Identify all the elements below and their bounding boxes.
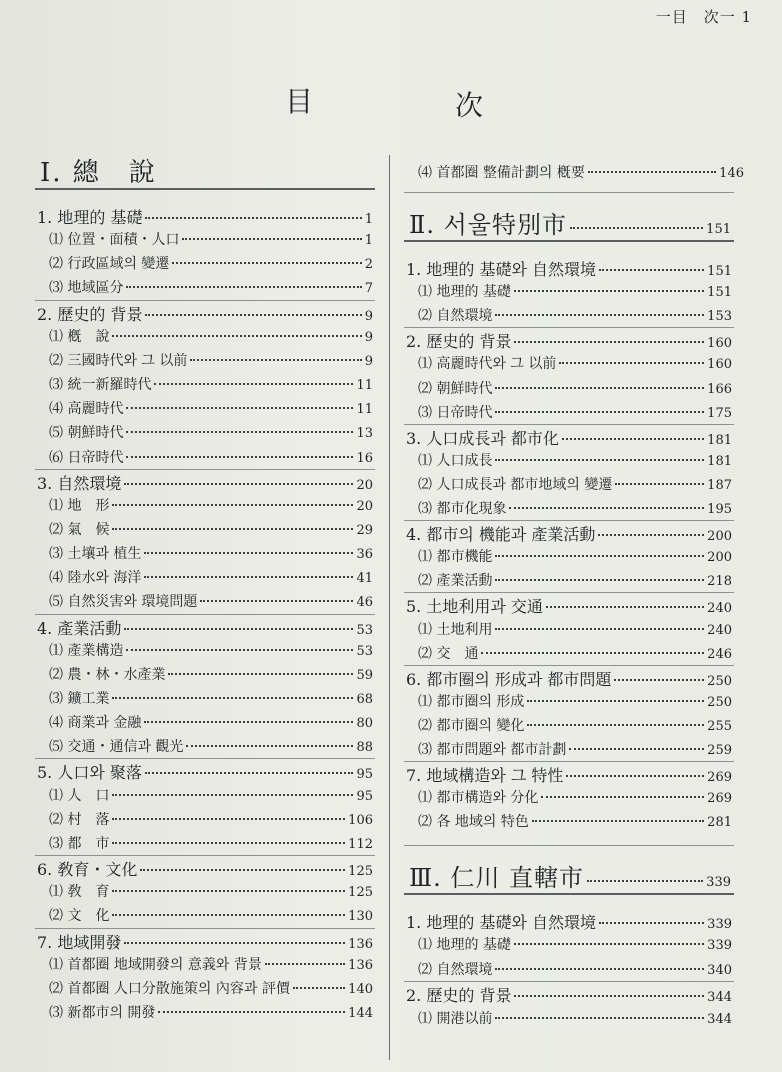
toc-entry-page: 269 xyxy=(707,791,732,807)
toc-section-entry[interactable] xyxy=(406,257,732,280)
part-heading[interactable] xyxy=(409,858,731,893)
toc-entry-label: ⑴ 人 口 xyxy=(49,787,110,804)
dot-leader xyxy=(112,890,345,892)
toc-entry-label: ⑴ 地 形 xyxy=(49,497,110,514)
section-rule xyxy=(35,469,375,470)
toc-entry-page: 136 xyxy=(348,957,373,973)
toc-entry-label: ⑴ 土地利用 xyxy=(418,621,493,638)
dot-leader xyxy=(112,794,353,796)
dot-leader xyxy=(158,1011,345,1013)
toc-entry-label: ⑵ 各 地域의 特色 xyxy=(418,814,529,831)
toc-subsection-entry[interactable] xyxy=(49,253,373,273)
toc-subsection-entry[interactable] xyxy=(49,785,373,805)
toc-entry-label: ⑸ 自然災害와 環境問題 xyxy=(49,594,198,611)
toc-entry-label: ⑶ 鑛工業 xyxy=(49,691,110,707)
toc-subsection-entry[interactable] xyxy=(49,688,373,708)
part-rule xyxy=(404,893,734,895)
dot-leader xyxy=(559,362,704,364)
toc-entry-label: ⑵ 朝鮮時代 xyxy=(418,380,493,397)
toc-subsection-entry[interactable] xyxy=(418,570,732,590)
toc-entry-page: 9 xyxy=(364,329,373,345)
toc-entry-page: 246 xyxy=(707,646,732,662)
toc-subsection-entry[interactable] xyxy=(49,398,373,418)
toc-entry-label: 2. 歷史的 背景 xyxy=(37,304,143,324)
part-heading xyxy=(40,152,157,189)
toc-entry-page: 136 xyxy=(348,936,373,952)
toc-entry-page: 281 xyxy=(707,815,732,831)
toc-entry-label: ⑴ 首都圈 地域開發의 意義와 背景 xyxy=(49,956,262,973)
toc-entry-page: 151 xyxy=(707,285,732,301)
toc-entry-label: ⑴ 位置・面積・人口 xyxy=(49,232,180,249)
toc-subsection-entry[interactable] xyxy=(49,905,373,925)
toc-entry-page: 88 xyxy=(356,740,373,756)
toc-section-entry[interactable] xyxy=(37,471,373,494)
section-rule xyxy=(404,665,734,666)
toc-entry-label: ⑵ 村 落 xyxy=(49,811,110,828)
dot-leader xyxy=(182,238,361,240)
toc-section-entry[interactable] xyxy=(406,667,732,690)
dot-leader xyxy=(495,579,704,581)
dot-leader xyxy=(126,407,353,409)
toc-section-entry[interactable] xyxy=(406,983,732,1006)
toc-entry-page: 125 xyxy=(348,864,373,880)
part-rule xyxy=(35,188,375,190)
dot-leader xyxy=(172,262,361,264)
toc-entry-page: 175 xyxy=(707,405,732,421)
divider-line xyxy=(404,845,734,846)
dot-leader xyxy=(599,922,704,924)
toc-entry-page: 29 xyxy=(356,522,373,538)
column-divider xyxy=(389,155,390,1060)
toc-entry-page: 16 xyxy=(356,450,373,466)
toc-entry-label: 3. 人口成長과 都市化 xyxy=(406,428,559,448)
dot-leader xyxy=(495,1017,704,1019)
toc-entry-label: ⑹ 日帝時代 xyxy=(49,449,124,466)
toc-entry-label: ⑴ 地理的 基礎 xyxy=(418,284,511,301)
toc-entry-page: 130 xyxy=(348,909,373,925)
toc-entry-label: ⑶ 都市問題와 都市計劃 xyxy=(418,742,567,758)
toc-subsection-entry[interactable] xyxy=(418,281,732,301)
toc-entry-page: 20 xyxy=(356,477,373,493)
toc-entry-label: 3. 自然環境 xyxy=(37,473,122,493)
toc-entry-label: ⑷ 高麗時代 xyxy=(49,401,124,418)
toc-entry-page: 187 xyxy=(707,477,732,493)
toc-section-entry[interactable] xyxy=(37,930,373,953)
toc-entry-page: 59 xyxy=(356,667,373,683)
toc-subsection-entry[interactable] xyxy=(49,422,373,442)
toc-entry-page: 344 xyxy=(707,990,732,1006)
dot-leader xyxy=(126,431,353,433)
toc-entry-label: ⑵ 三國時代와 그 以前 xyxy=(49,352,188,369)
toc-entry-page: 11 xyxy=(356,402,373,418)
toc-entry-page: 9 xyxy=(364,353,373,369)
title-right-char: 次 xyxy=(455,89,484,122)
toc-entry-page: 250 xyxy=(707,694,732,710)
dot-leader xyxy=(514,995,704,997)
dot-leader xyxy=(481,652,704,654)
toc-subsection-entry[interactable] xyxy=(418,353,732,373)
toc-entry-label: ⑶ 日帝時代 xyxy=(418,404,493,421)
dot-leader xyxy=(599,269,704,271)
dot-leader xyxy=(200,600,353,602)
toc-subsection-entry[interactable] xyxy=(49,519,373,539)
toc-entry-label: ⑴ 槪 說 xyxy=(49,328,110,345)
toc-subsection-entry[interactable] xyxy=(49,326,373,346)
toc-entry-label: ⑷ 商業과 金融 xyxy=(49,715,142,732)
dot-leader xyxy=(126,286,361,288)
dot-leader xyxy=(112,335,361,337)
toc-entry-label: ⑷ 首都圈 整備計劃의 槪要 xyxy=(418,165,585,181)
toc-entry-page: 2 xyxy=(364,257,373,273)
toc-section-entry[interactable] xyxy=(37,302,373,325)
toc-entry-page: 95 xyxy=(356,767,373,783)
toc-subsection-entry[interactable] xyxy=(418,1008,732,1028)
dot-leader xyxy=(588,171,716,173)
part-title: Ⅰ. 總 說 xyxy=(40,158,157,188)
dot-leader xyxy=(168,673,353,675)
toc-section-entry[interactable] xyxy=(406,763,732,786)
toc-subsection-entry[interactable] xyxy=(49,1002,373,1022)
dot-leader xyxy=(154,383,353,385)
dot-leader xyxy=(124,942,345,944)
toc-subsection-entry[interactable] xyxy=(418,378,732,398)
toc-section-entry[interactable] xyxy=(406,522,732,545)
toc-entry-label: ⑴ 高麗時代와 그 以前 xyxy=(418,356,557,373)
toc-entry-label: ⑴ 都市構造와 分化 xyxy=(418,790,539,807)
toc-entry-page: 339 xyxy=(706,875,731,890)
toc-section-entry[interactable] xyxy=(406,426,732,449)
toc-entry-page: 1 xyxy=(364,212,373,227)
toc-section-entry[interactable] xyxy=(406,910,732,933)
toc-subsection-entry[interactable] xyxy=(49,229,373,249)
toc-subsection-entry[interactable] xyxy=(418,450,732,470)
toc-entry-label: ⑴ 人口成長 xyxy=(418,452,493,469)
toc-subsection-entry[interactable] xyxy=(418,787,732,807)
toc-entry-page: 41 xyxy=(356,571,373,587)
toc-entry-page: 259 xyxy=(707,743,732,758)
toc-entry-page: 160 xyxy=(707,336,732,352)
toc-entry-label: 7. 地域開發 xyxy=(37,932,122,952)
toc-subsection-entry[interactable] xyxy=(418,546,732,566)
dot-leader xyxy=(124,483,353,485)
dot-leader xyxy=(587,880,703,882)
dot-leader xyxy=(112,697,353,699)
toc-section-entry[interactable] xyxy=(406,594,732,617)
dot-leader xyxy=(126,456,353,458)
toc-entry-page: 340 xyxy=(707,962,732,978)
toc-entry-label: ⑵ 自然環境 xyxy=(418,308,493,325)
toc-entry-page: 339 xyxy=(707,917,732,932)
toc-entry-page: 125 xyxy=(348,885,373,901)
toc-section-entry[interactable] xyxy=(37,205,373,228)
toc-entry-label: ⑵ 首都圈 人口分散施策의 內容과 評價 xyxy=(49,980,290,997)
toc-entry-page: 146 xyxy=(719,166,744,181)
dot-leader xyxy=(570,227,703,229)
toc-entry-page: 250 xyxy=(707,673,732,689)
toc-entry-page: 1 xyxy=(364,233,373,249)
toc-subsection-entry[interactable] xyxy=(418,739,732,759)
dot-leader xyxy=(145,314,361,316)
toc-subsection-entry[interactable] xyxy=(418,715,732,735)
toc-entry-label: ⑵ 文 化 xyxy=(49,908,110,925)
section-rule xyxy=(35,614,375,615)
section-rule xyxy=(35,758,375,759)
dot-leader xyxy=(509,507,704,509)
section-rule xyxy=(404,592,734,593)
toc-section-entry[interactable] xyxy=(37,760,373,783)
section-rule xyxy=(404,520,734,521)
dot-leader xyxy=(514,341,704,343)
toc-subsection-entry[interactable] xyxy=(418,691,732,711)
toc-entry-page: 195 xyxy=(707,502,732,517)
toc-entry-label: ⑵ 農・林・水產業 xyxy=(49,666,166,683)
toc-entry-label: ⑴ 產業構造 xyxy=(49,642,124,659)
dot-leader xyxy=(140,869,345,871)
toc-entry-page: 53 xyxy=(356,622,373,638)
part-heading[interactable] xyxy=(409,205,731,240)
toc-entry-page: 151 xyxy=(706,222,731,237)
toc-entry-page: 160 xyxy=(707,357,732,373)
dot-leader xyxy=(112,504,353,506)
dot-leader xyxy=(112,818,345,820)
dot-leader xyxy=(598,534,704,536)
toc-entry-page: 200 xyxy=(707,529,732,545)
dot-leader xyxy=(546,606,704,608)
toc-subsection-entry[interactable] xyxy=(49,954,373,974)
toc-entry-label: ⑶ 地域區分 xyxy=(49,280,124,297)
part-rule xyxy=(404,240,734,242)
toc-entry-page: 153 xyxy=(707,309,732,325)
dot-leader xyxy=(112,528,353,530)
section-rule xyxy=(404,761,734,762)
toc-entry-label: ⑴ 都市圈의 形成 xyxy=(418,693,525,710)
dot-leader xyxy=(144,721,353,723)
dot-leader xyxy=(615,483,704,485)
toc-subsection-entry[interactable] xyxy=(418,811,732,831)
toc-subsection-entry[interactable] xyxy=(418,402,732,422)
section-rule xyxy=(404,327,734,328)
toc-entry-page: 218 xyxy=(707,574,732,590)
toc-entry-label: ⑴ 都市機能 xyxy=(418,549,493,566)
toc-entry-page: 200 xyxy=(707,550,732,566)
toc-entry-label: ⑵ 人口成長과 都市地域의 變遷 xyxy=(418,476,613,493)
dot-leader xyxy=(124,628,353,630)
toc-entry-label: 1. 地理的 基礎와 自然環境 xyxy=(406,260,596,279)
dot-leader xyxy=(514,943,704,945)
toc-entry-page: 144 xyxy=(348,1005,373,1021)
toc-entry-page: 7 xyxy=(364,281,373,297)
dot-leader xyxy=(527,724,704,726)
toc-entry-page: 13 xyxy=(356,426,373,442)
toc-entry-page: 68 xyxy=(356,692,373,707)
toc-subsection-entry[interactable] xyxy=(49,881,373,901)
toc-subsection-entry[interactable] xyxy=(418,959,732,979)
toc-entry-label: ⑵ 產業活動 xyxy=(418,573,493,590)
running-head: 一目 次一 1 xyxy=(655,8,752,26)
dot-leader xyxy=(145,772,354,774)
dot-leader xyxy=(495,555,704,557)
dot-leader xyxy=(495,968,704,970)
toc-subsection-entry[interactable] xyxy=(49,350,373,370)
toc-entry-label: ⑵ 都市圈의 變化 xyxy=(418,717,525,734)
toc-subsection-entry[interactable] xyxy=(49,543,373,563)
toc-entry-page: 269 xyxy=(707,770,732,786)
toc-entry[interactable] xyxy=(418,162,744,182)
toc-entry-label: ⑸ 交通・通信과 觀光 xyxy=(49,739,184,756)
toc-entry-label: ⑴ 地理的 基礎 xyxy=(418,937,511,954)
dot-leader xyxy=(569,748,704,750)
toc-entry-label: ⑶ 新都市의 開發 xyxy=(49,1004,156,1021)
toc-entry-page: 53 xyxy=(356,643,373,659)
dot-leader xyxy=(532,820,704,822)
toc-entry-label: 1. 地理的 基礎 xyxy=(37,208,143,227)
toc-subsection-entry[interactable] xyxy=(418,474,732,494)
section-rule xyxy=(404,981,734,982)
toc-entry-label: ⑵ 行政區域의 變遷 xyxy=(49,256,170,273)
toc-section-entry[interactable] xyxy=(37,857,373,880)
dot-leader xyxy=(562,438,704,440)
section-rule xyxy=(35,855,375,856)
toc-entry-label: ⑶ 都 市 xyxy=(49,835,110,852)
toc-entry-label: ⑵ 自然環境 xyxy=(418,961,493,978)
toc-entry-page: 181 xyxy=(707,453,732,469)
dot-leader xyxy=(495,411,704,413)
toc-entry-label: ⑴ 開港以前 xyxy=(418,1010,493,1027)
toc-entry-label: ⑵ 交 通 xyxy=(418,645,479,662)
toc-subsection-entry[interactable] xyxy=(418,498,732,518)
dot-leader xyxy=(186,745,353,747)
toc-entry-label: ⑷ 陸水와 海洋 xyxy=(49,570,142,587)
toc-entry-label: 7. 地域構造와 그 特性 xyxy=(406,766,564,786)
toc-entry-label: 4. 產業活動 xyxy=(37,618,122,638)
dot-leader xyxy=(495,628,704,630)
toc-entry-label: 6. 都市圈의 形成과 都市問題 xyxy=(406,669,612,689)
toc-entry-page: 240 xyxy=(707,622,732,638)
toc-entry-page: 46 xyxy=(356,595,373,611)
toc-subsection-entry[interactable] xyxy=(418,643,732,663)
dot-leader xyxy=(527,700,704,702)
toc-entry-page: 344 xyxy=(707,1011,732,1027)
part-title: Ⅲ. 仁川 直轄市 xyxy=(409,864,585,892)
toc-entry-page: 80 xyxy=(356,716,373,732)
toc-subsection-entry[interactable] xyxy=(49,591,373,611)
toc-entry-page: 240 xyxy=(707,601,732,617)
toc-subsection-entry[interactable] xyxy=(49,978,373,998)
toc-entry-label: ⑶ 都市化現象 xyxy=(418,501,507,517)
dot-leader xyxy=(112,914,345,916)
toc-entry-label: 4. 都市의 機能과 產業活動 xyxy=(406,525,596,545)
toc-subsection-entry[interactable] xyxy=(49,495,373,515)
toc-entry-page: 112 xyxy=(348,836,373,852)
toc-entry-label: ⑸ 朝鮮時代 xyxy=(49,425,124,442)
toc-entry-page: 106 xyxy=(348,812,373,828)
toc-entry-page: 36 xyxy=(356,547,373,563)
toc-entry-label: 2. 歷史的 背景 xyxy=(406,332,512,352)
dot-leader xyxy=(495,459,704,461)
dot-leader xyxy=(495,314,704,316)
toc-subsection-entry[interactable] xyxy=(49,447,373,467)
dot-leader xyxy=(566,775,704,777)
dot-leader xyxy=(265,963,345,965)
toc-subsection-entry[interactable] xyxy=(49,809,373,829)
toc-entry-label: ⑶ 土壤과 植生 xyxy=(49,546,142,563)
dot-leader xyxy=(514,290,704,292)
dot-leader xyxy=(495,387,704,389)
divider-line xyxy=(404,192,734,193)
dot-leader xyxy=(144,576,353,578)
part-title: Ⅱ. 서울特別市 xyxy=(409,211,567,239)
dot-leader xyxy=(541,796,704,798)
toc-entry-page: 255 xyxy=(707,718,732,734)
section-rule xyxy=(35,928,375,929)
toc-subsection-entry[interactable] xyxy=(418,619,732,639)
toc-subsection-entry[interactable] xyxy=(49,664,373,684)
toc-entry-label: ⑵ 氣 候 xyxy=(49,521,110,538)
toc-subsection-entry[interactable] xyxy=(49,640,373,660)
toc-entry-page: 151 xyxy=(707,264,732,279)
toc-entry-label: 2. 歷史的 背景 xyxy=(406,986,512,1006)
toc-subsection-entry[interactable] xyxy=(49,374,373,394)
toc-section-entry[interactable] xyxy=(37,616,373,639)
toc-entry-page: 20 xyxy=(356,498,373,514)
toc-entry-page: 140 xyxy=(348,981,373,997)
toc-entry-page: 166 xyxy=(707,381,732,397)
title-left-char: 目 xyxy=(285,85,314,118)
toc-subsection-entry[interactable] xyxy=(49,277,373,297)
dot-leader xyxy=(126,649,353,651)
section-rule xyxy=(35,300,375,301)
toc-section-entry[interactable] xyxy=(406,329,732,352)
toc-entry-page: 9 xyxy=(364,308,373,324)
dot-leader xyxy=(145,217,361,219)
dot-leader xyxy=(293,987,345,989)
toc-subsection-entry[interactable] xyxy=(49,833,373,853)
toc-entry-label: 5. 土地利用과 交通 xyxy=(406,597,543,617)
toc-entry-label: 5. 人口와 聚落 xyxy=(37,763,142,783)
toc-subsection-entry[interactable] xyxy=(49,712,373,732)
dot-leader xyxy=(614,679,704,681)
toc-entry-label: ⑶ 統一新羅時代 xyxy=(49,377,152,394)
toc-entry-page: 181 xyxy=(707,432,732,448)
toc-entry-page: 11 xyxy=(356,378,373,394)
dot-leader xyxy=(144,552,353,554)
toc-entry-label: 1. 地理的 基礎와 自然環境 xyxy=(406,913,596,932)
toc-subsection-entry[interactable] xyxy=(49,567,373,587)
toc-subsection-entry[interactable] xyxy=(49,736,373,756)
dot-leader xyxy=(190,359,361,361)
toc-subsection-entry[interactable] xyxy=(418,934,732,954)
section-rule xyxy=(404,424,734,425)
toc-subsection-entry[interactable] xyxy=(418,305,732,325)
toc-entry-label: 6. 敎育・文化 xyxy=(37,860,138,880)
toc-entry-page: 339 xyxy=(707,938,732,954)
toc-entry-label: ⑴ 敎 育 xyxy=(49,884,110,901)
toc-entry-page: 95 xyxy=(356,788,373,804)
dot-leader xyxy=(112,842,345,844)
